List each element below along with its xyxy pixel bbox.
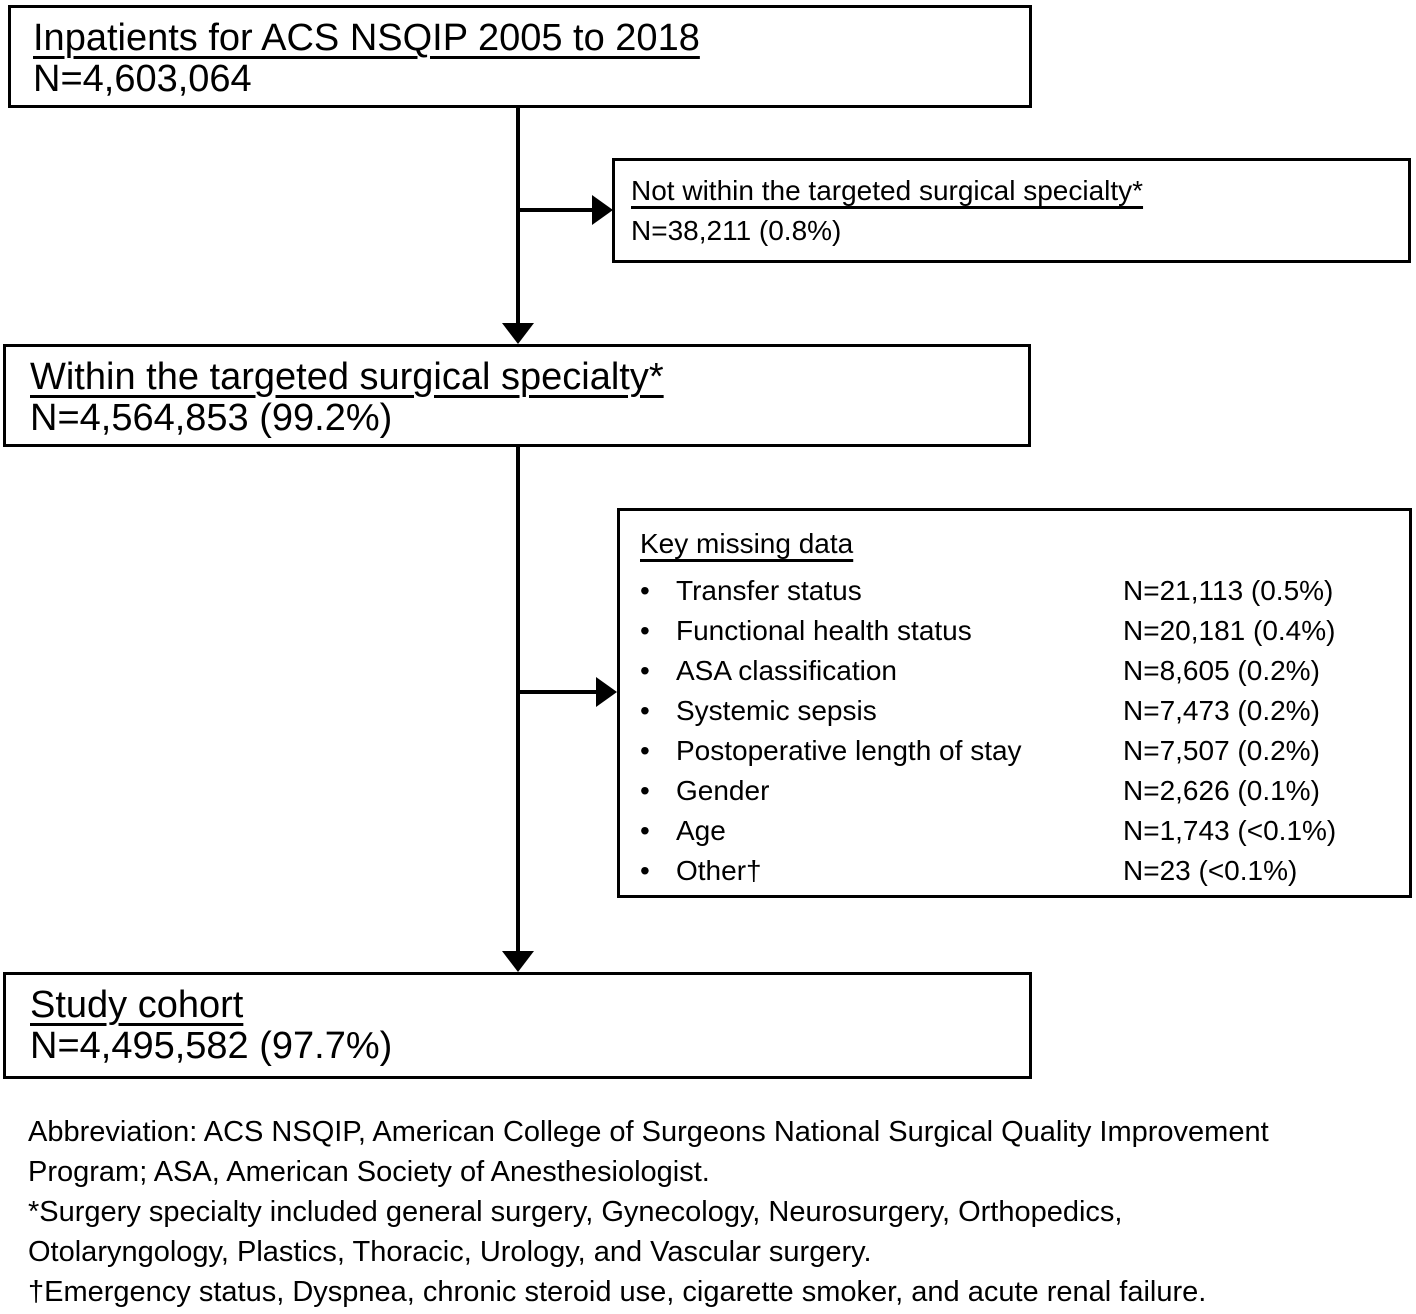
list-item: [640, 731, 1399, 771]
footnote-line: *Surgery specialty included general surgery, Gynecology, Neurosurgery, Orthopedics,: [28, 1196, 1123, 1228]
box-within-specialty: [3, 344, 1031, 447]
arrowhead-down-1-icon: [502, 323, 534, 344]
list-item: [640, 611, 1399, 651]
list-item-value: N=23 (<0.1%): [1123, 855, 1298, 886]
box-study-cohort-title: Study cohort: [30, 984, 244, 1026]
box-key-missing-title: Key missing data: [640, 528, 854, 559]
box-study-cohort: [3, 972, 1032, 1079]
footnote-line: †Emergency status, Dyspnea, chronic steroid use, cigarette smoker, and acute renal failure.: [28, 1276, 1207, 1308]
arrowhead-right-1-icon: [592, 195, 613, 225]
box-not-within-title: Not within the targeted surgical specialty*: [631, 175, 1144, 206]
box-study-cohort-count: N=4,495,582 (97.7%): [30, 1025, 393, 1067]
footnote-line: Abbreviation: ACS NSQIP, American College of Surgeons National Surgical Quality Improvement: [28, 1116, 1269, 1148]
list-item-label: ASA classification: [676, 655, 897, 686]
box-inpatients-count: N=4,603,064: [33, 58, 252, 100]
box-within-title: Within the targeted surgical specialty*: [30, 356, 664, 398]
key-missing-list: [640, 571, 1399, 891]
box-within-count: N=4,564,853 (99.2%): [30, 397, 393, 439]
list-item-label: Transfer status: [676, 575, 862, 606]
list-item: [640, 851, 1399, 891]
connector-vertical-1: [516, 108, 520, 326]
list-item-value: N=1,743 (<0.1%): [1123, 815, 1337, 846]
bullet-icon: •: [640, 815, 650, 846]
box-key-missing-data: [617, 508, 1412, 898]
bullet-icon: •: [640, 855, 650, 886]
list-item-label: Gender: [676, 775, 770, 806]
list-item: [640, 811, 1399, 851]
list-item-label: Other†: [676, 855, 762, 886]
box-not-within-count: N=38,211 (0.8%): [631, 215, 842, 246]
list-item-value: N=7,473 (0.2%): [1123, 695, 1320, 726]
list-item-label: Age: [676, 815, 726, 846]
bullet-icon: •: [640, 615, 650, 646]
list-item: [640, 691, 1399, 731]
arrowhead-down-2-icon: [502, 951, 534, 972]
box-inpatients: [8, 5, 1032, 108]
footnote-line: Program; ASA, American Society of Anesthesiologist.: [28, 1156, 710, 1188]
bullet-icon: •: [640, 775, 650, 806]
list-item-label: Functional health status: [676, 615, 972, 646]
footnote-line: Otolaryngology, Plastics, Thoracic, Urology, and Vascular surgery.: [28, 1236, 872, 1268]
bullet-icon: •: [640, 735, 650, 766]
list-item-value: N=20,181 (0.4%): [1123, 615, 1336, 646]
list-item: [640, 571, 1399, 611]
list-item-label: Postoperative length of stay: [676, 735, 1022, 766]
bullet-icon: •: [640, 655, 650, 686]
bullet-icon: •: [640, 575, 650, 606]
connector-horizontal-1: [518, 208, 594, 212]
list-item: [640, 771, 1399, 811]
arrowhead-right-2-icon: [596, 677, 617, 707]
footnotes: [28, 1112, 1410, 1312]
list-item-label: Systemic sepsis: [676, 695, 877, 726]
box-not-within-specialty: [612, 158, 1411, 263]
connector-horizontal-2: [518, 690, 598, 694]
connector-vertical-2: [516, 447, 520, 954]
list-item: [640, 651, 1399, 691]
bullet-icon: •: [640, 695, 650, 726]
box-inpatients-title: Inpatients for ACS NSQIP 2005 to 2018: [33, 17, 700, 59]
list-item-value: N=2,626 (0.1%): [1123, 775, 1320, 806]
list-item-value: N=21,113 (0.5%): [1123, 575, 1334, 606]
list-item-value: N=7,507 (0.2%): [1123, 735, 1320, 766]
list-item-value: N=8,605 (0.2%): [1123, 655, 1320, 686]
